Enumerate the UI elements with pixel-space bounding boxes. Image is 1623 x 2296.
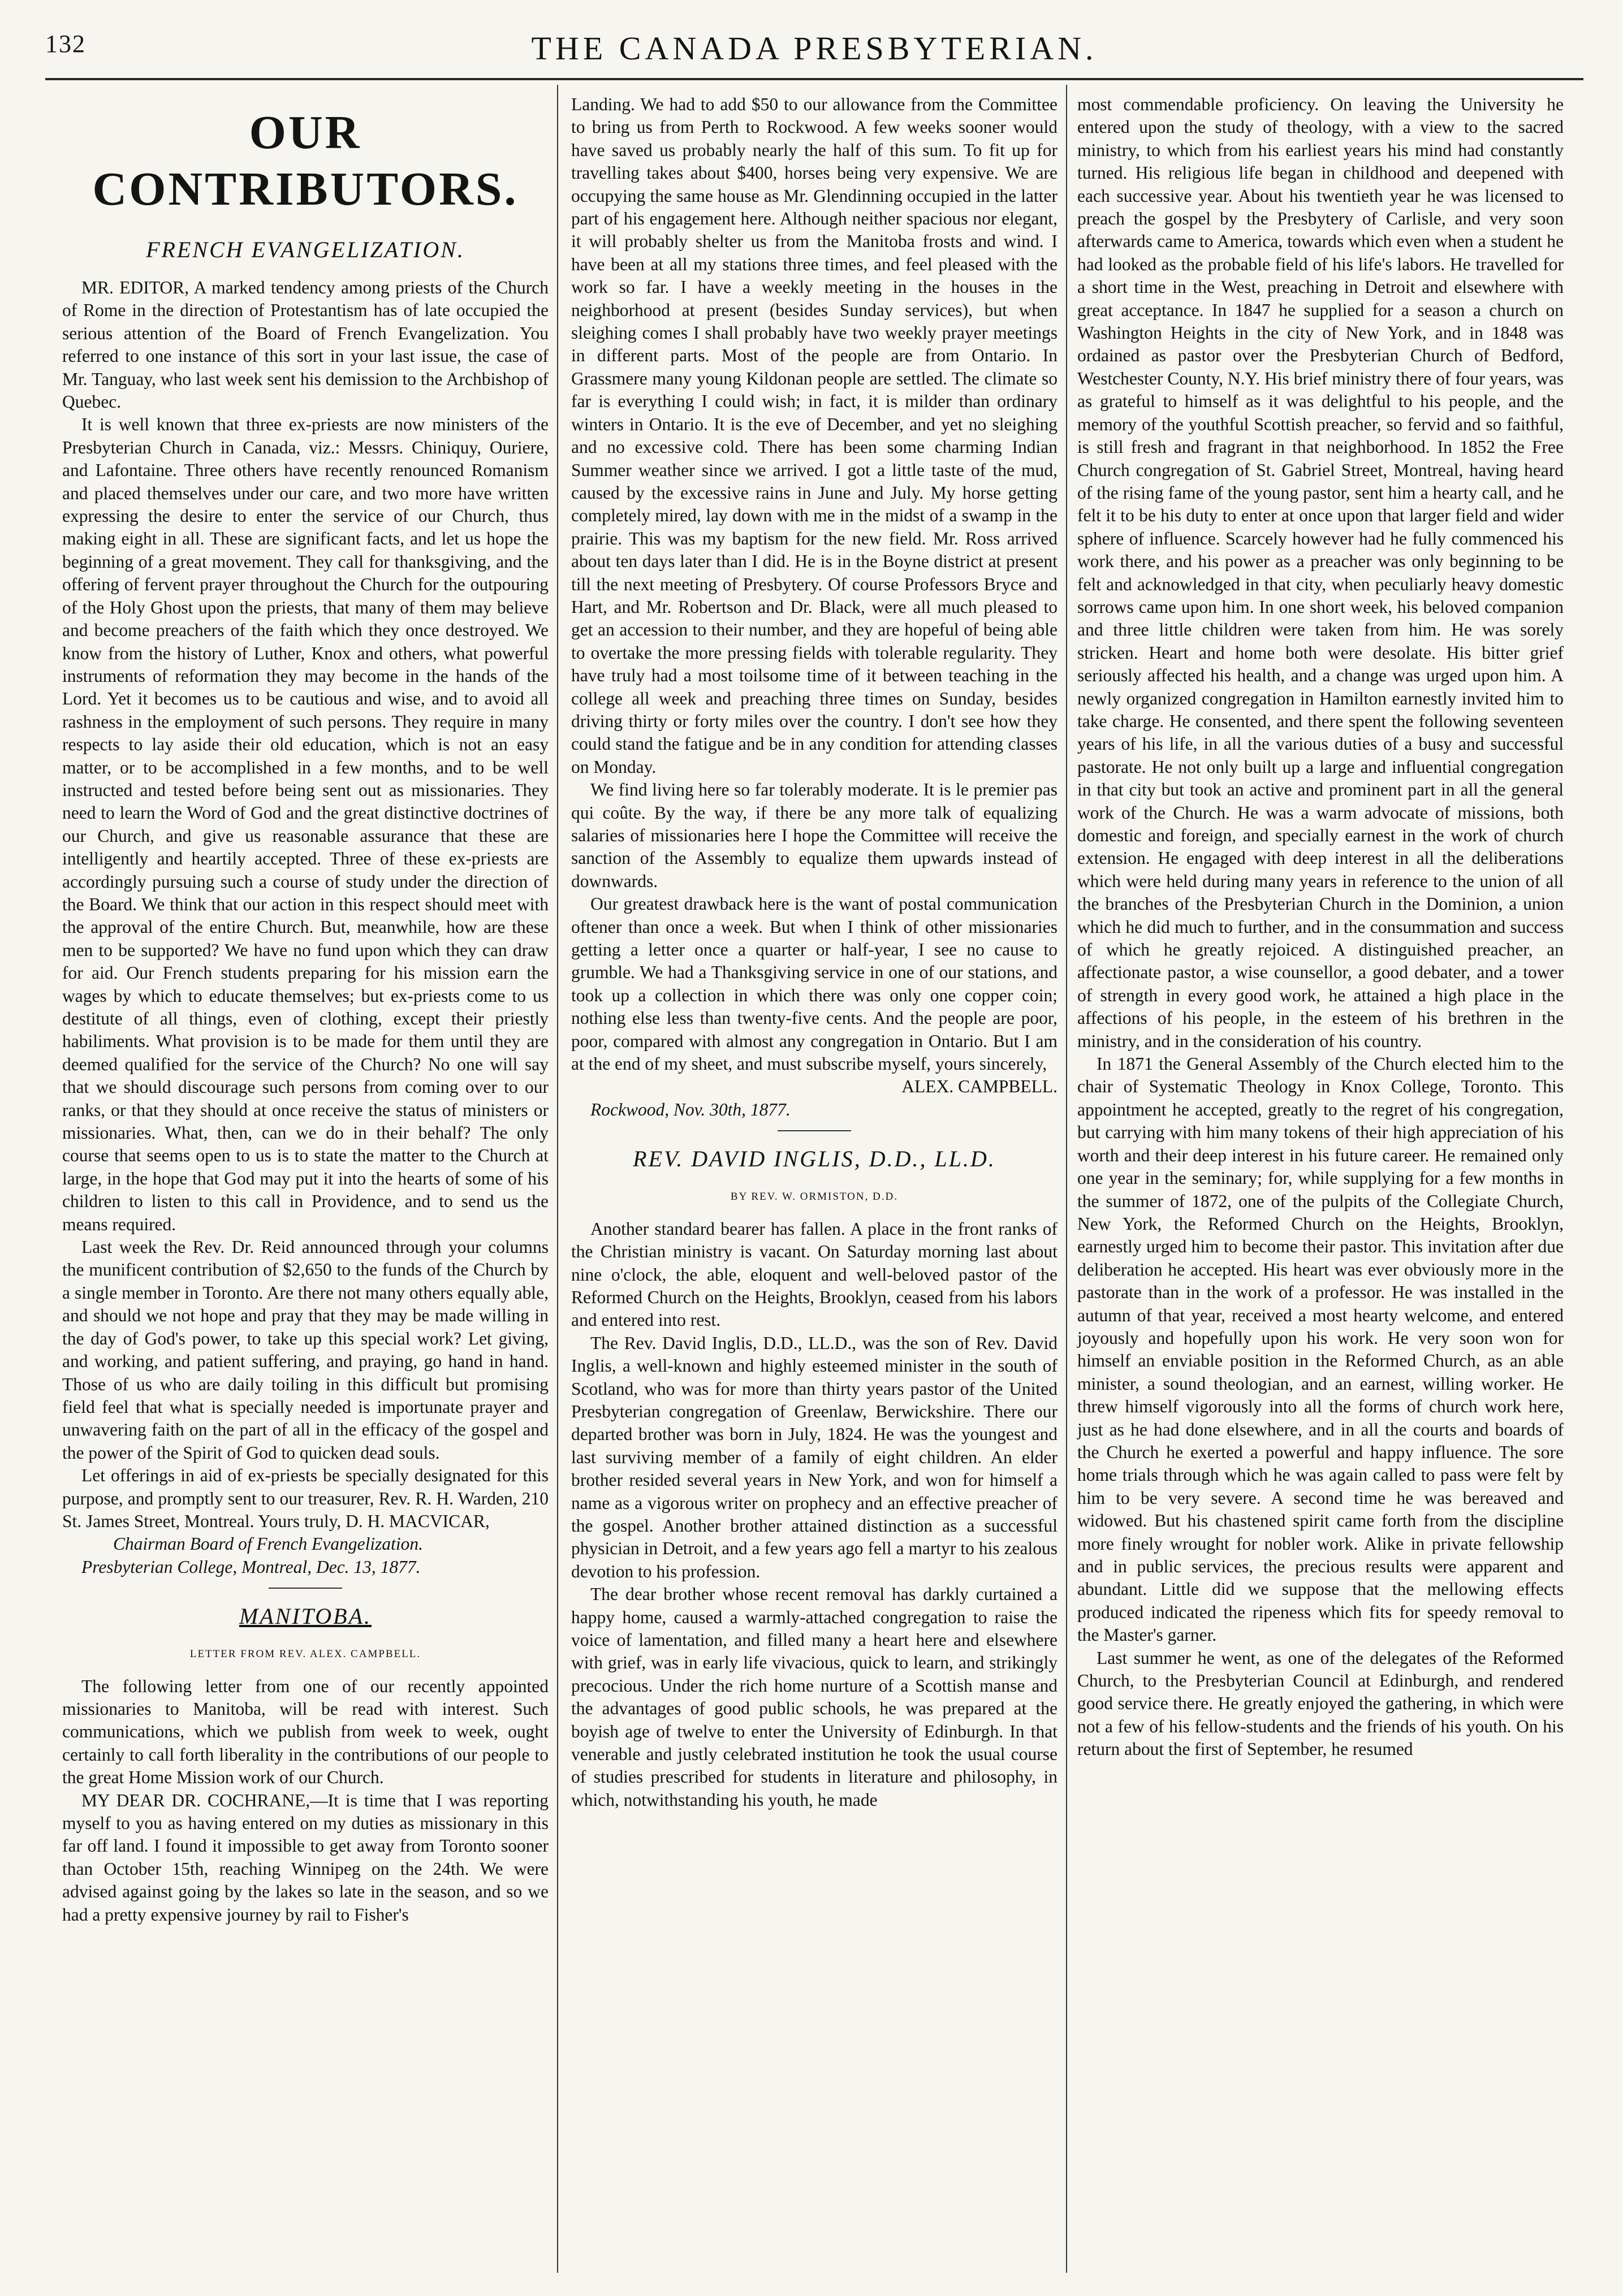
paragraph: Another standard bearer has fallen. A place in the front ranks of the Christian ministry is vacant. On Saturday morning last about nine o'clock, the able, eloquent and well-beloved pastor of the Reformed Church on the Heights, Brooklyn, ceased from his labors and entered into rest. <box>571 1218 1057 1330</box>
paragraph: most commendable proficiency. On leaving the University he entered upon the study of theology, with a view to the sacred ministry, to which from his earliest years his mind had constantly turned. His religious life began in childhood and deepened with each successive year. About his twentieth year he was licensed to preach the gospel by the Presbytery of Carlisle, and very soon afterwards came to America, towards which even when a student he had looked as the probable field of his life's labors. He travelled for a short time in the West, preaching in Detroit and elsewhere with great acceptance. In 1847 he supplied for a season a church on Washington Heights in the city of New York, and in 1848 was ordained as pastor over the Presbyterian Church of Bedford, Westchester County, N.Y. His brief ministry there of four years, was as grateful to himself as it was delightful to his people, and the memory of the youthful Scottish preacher, so fervid and so faithful, is still fresh and fragrant in that neighborhood. In 1852 the Free Church congregation of St. Gabriel Street, Montreal, having heard of the rising fame of the young pastor, sent him a hearty call, and he felt it to be his duty to enter at once upon that larger field and wider sphere of influence. Scarcely however had he fully commenced his work there, and his power as a preacher was only beginning to be felt and acknowledged in that city, when peculiarly heavy domestic sorrows came upon him. In one short week, his beloved companion and three little children were taken from him. He was sorely stricken. Heart and home both were desolate. His bitter grief seriously affected his health, and a change was urged upon him. A newly organized congregation in Hamilton earnestly invited him to take charge. He consented, and there spent the following seventeen years of his life, in all the various duties of a busy and successful pastorate. He not only built up a large and influential congregation in that city but took an active and prominent part in all the general work of the Church. He was a warm advocate of missions, both domestic and foreign, and specially earnest in the work of church extension. He engaged with deep interest in all the deliberations which were held during many years in reference to the union of all the branches of the Presbyterian Church in the Dominion, a union which he did much to further, and in the consummation and success of which he greatly rejoiced. A distinguished preacher, an affectionate pastor, a wise counsellor, a good debater, and a tower of strength in every good work, he attained a high place in the affections of his people, in the esteem of his brethren in the ministry, and in the consideration of his country. <box>1077 94 1564 1051</box>
signature-place-date: Presbyterian College, Montreal, Dec. 13, 1877. <box>81 1556 421 1577</box>
paragraph: The following letter from one of our recently appointed missionaries to Manitoba, will be read with interest. Such communications, which we publish from week to week, ought certainly to call forth liberality in the contributions of our people to the great Home Mission work of our Church. <box>62 1676 549 1788</box>
column-1 <box>62 93 549 1926</box>
paragraph: The Rev. David Inglis, D.D., LL.D., was the son of Rev. David Inglis, a well-known and highly esteemed minister in the south of Scotland, who was for more than thirty years pastor of the United Presbyterian congregation of Greenlaw, Berwickshire. There our departed brother was born in July, 1824. He was the youngest and last surviving member of a family of eight children. An elder brother resided several years in New York, and won for himself a name as a vigorous writer on prophecy and an effective preacher of the gospel. Another brother attained distinction as a successful physician in Detroit, and a few years ago fell a martyr to his zealous devotion to his profession. <box>571 1333 1057 1581</box>
signature: ALEX. CAMPBELL. <box>901 1076 1057 1097</box>
paragraph: MY DEAR DR. COCHRANE,—It is time that I was reporting myself to you as having entered on my duties as missionary in this far off land. I found it impossible to get away from Toronto sooner than October 15th, reaching Winnipeg on the 24th. We were advised against going by the lakes so late in the season, and so we had a pretty expensive journey by rail to Fisher's <box>62 1790 549 1925</box>
article-title-french-evangelization: FRENCH EVANGELIZATION. <box>146 237 465 262</box>
signature-title: Chairman Board of French Evangelization. <box>113 1534 423 1554</box>
byline: BY REV. W. ORMISTON, D.D. <box>730 1191 899 1203</box>
article-title-david-inglis: REV. DAVID INGLIS, D.D., LL.D. <box>633 1146 996 1172</box>
byline: LETTER FROM REV. ALEX. CAMPBELL. <box>189 1648 421 1661</box>
column-rule-1 <box>557 85 558 2273</box>
paragraph: Last summer he went, as one of the delegates of the Reformed Church, to the Presbyterian Council at Edinburgh, and rendered good service there. He greatly enjoyed the gathering, in which were not a few of his fellow-students and the friends of his youth. On his return about the first of September, he resumed <box>1077 1648 1564 1759</box>
page-number: 132 <box>45 30 86 58</box>
paragraph: The dear brother whose recent removal has darkly curtained a happy home, caused a warmly-attached congregation to raise the voice of lamentation, and filled many a heart here and elsewhere with grief, was in early life vivacious, quick to learn, and strikingly precocious. Under the rich home nurture of a Scottish manse and the advantages of good public schools, he was prepared at the boyish age of twelve to enter the University of Edinburgh. In that venerable and justly celebrated institution he took the usual course of studies prescribed for students in literature and philosophy, in which, notwithstanding his youth, he made <box>571 1584 1057 1810</box>
paragraph: Let offerings in aid of ex-priests be specially designated for this purpose, and promptly sent to our treasurer, Rev. R. H. Warden, 210 St. James Street, Montreal. Yours truly, D. H. MACVICAR, <box>62 1465 549 1531</box>
column-rule-2 <box>1066 85 1067 2273</box>
article-title-manitoba: MANITOBA. <box>239 1603 372 1629</box>
dateline: Rockwood, Nov. 30th, 1877. <box>590 1099 791 1119</box>
column-2 <box>571 93 1057 1811</box>
paragraph: Landing. We had to add $50 to our allowance from the Committee to bring us from Perth to Rockwood. A few weeks sooner would have saved us probably nearly the half of this sum. To fit up for travelling takes about $400, horses being very expensive. We are occupying the same house as Mr. Glendinning occupied in the latter part of his engagement here. Although neither spacious nor elegant, it will probably shelter us from the Manitoba frosts and wind. I have been at all my stations three times, and feel pleased with the work so far. I have a weekly meeting in the houses in the neighborhood at present (besides Sunday services), but when sleighing comes I shall probably have two weekly prayer meetings in different parts. Most of the people are from Ontario. In Grassmere many young Kildonan people are settled. The climate so far is everything I could wish; in fact, it is milder than ordinary winters in Ontario. It is the eve of December, and yet no sleighing and no excessive cold. There has been some charming Indian Summer weather since we arrived. I got a little taste of the mud, caused by the excessive rains in June and July. My horse getting completely mired, lay down with me in the midst of a swamp in the prairie. This was my baptism for the new field. Mr. Ross arrived about ten days later than I did. He is in the Boyne district at present till the next meeting of Presbytery. Of course Professors Bryce and Hart, and Mr. Robertson and Dr. Black, were all much pleased to get an accession to their number, and they are hopeful of being able to overtake the more pressing fields with tolerable regularity. They have truly had a most toilsome time of it between teaching in the college all week and preaching three times on Sunday, besides driving thirty or forty miles over the country. I don't see how they could stand the fatigue and be in any condition for attending classes on Monday. <box>571 94 1057 777</box>
divider <box>269 1588 342 1589</box>
paragraph: Our greatest drawback here is the want of postal communication oftener than once a week. But when I think of other missionaries getting a letter once a quarter or half-year, I see no cause to grumble. We had a Thanksgiving service in one of our stations, and took up a collection in which there was only one copper coin; nothing else less than twenty-five cents. And the people are poor, poor, compared with almost any congregation in Ontario. But I am at the end of my sheet, and must subscribe myself, yours sincerely, <box>571 894 1057 1074</box>
divider <box>778 1130 851 1131</box>
paragraph: MR. EDITOR, A marked tendency among priests of the Church of Rome in the direction of Protestantism has of late occupied the serious attention of the Board of French Evangelization. You referred to one instance of this sort in your last issue, the case of Mr. Tanguay, who last week sent his demission to the Archbishop of Quebec. <box>62 278 549 412</box>
running-title: THE CANADA PRESBYTERIAN. <box>531 30 1098 67</box>
page-header <box>45 29 1583 69</box>
paragraph: Last week the Rev. Dr. Reid announced through your columns the munificent contribution of $2,650 to the funds of the Church by a single member in Toronto. Are there not many others equally able, and should we not hope and pray that they may be made willing in the day of God's power, to take up this special work? Let giving, and working, and patient suffering, and praying, go hand in hand. Those of us who are daily toiling in this difficult but promising field feel that what is specially needed is importunate prayer and unwavering faith on the part of all in the efficacy of the gospel and the power of the Spirit of God to quicken dead souls. <box>62 1237 549 1463</box>
header-rule <box>45 78 1583 80</box>
paragraph: We find living here so far tolerably moderate. It is le premier pas qui coûte. By the way, if there be any more talk of equalizing salaries of missionaries here I hope the Committee will receive the sanction of the Assembly to equalize them upwards instead of downwards. <box>571 780 1057 891</box>
column-3 <box>1077 93 1564 1761</box>
section-title: OUR CONTRIBUTORS. <box>92 106 519 215</box>
paragraph: In 1871 the General Assembly of the Church elected him to the chair of Systematic Theology in Knox College, Toronto. This appointment he accepted, greatly to the regret of his congregation, but carrying with him many tokens of their high appreciation of his worth and their deep interest in his future career. He remained only one year in the seminary; for, while supplying for a few months in the summer of 1872, one of the pulpits of the Collegiate Church, New York, the Reformed Church on the Heights, Brooklyn, earnestly urged him to become their pastor. This invitation after due deliberation he accepted. His heart was ever obviously more in the pastorate than in the work of a professor. He was installed in the autumn of that year, received a most hearty welcome, and entered joyously and hopefully upon his work. He very soon won for himself an enviable position in the Reformed Church, as an able minister, a sound theologian, and an earnest, willing worker. He threw himself vigorously into all the forms of church work here, just as he had done elsewhere, and in all the courts and boards of the Church he exerted a powerful and happy influence. The sore home trials through which he was again called to pass were felt by him to be very severe. A second time he was bereaved and widowed. But his chastened spirit came forth from the discipline more finely wrought for nobler work. Alike in private fellowship and in public services, the precious results were apparent and abundant. Little did we suppose that the mellowing effects produced indicated the ripeness which fits for speedy removal to the Master's garner. <box>1077 1054 1564 1645</box>
paragraph: It is well known that three ex-priests are now ministers of the Presbyterian Church in Canada, viz.: Messrs. Chiniquy, Ouriere, and Lafontaine. Three others have recently renounced Romanism and placed themselves under our care, and two more have written expressing the desire to enter the service of our Church, thus making eight in all. These are significant facts, and let us hope the beginning of a great movement. They call for thanksgiving, and the offering of fervent prayer throughout the Church for the outpouring of the Holy Ghost upon the priests, that many of them may believe and become preachers of the faith which they once destroyed. We know from the history of Luther, Knox and others, what powerful instruments of reformation they may become in the hands of the Lord. Yet it becomes us to be cautious and wise, and to avoid all rashness in the employment of such persons. They require in many respects to lay aside their old education, which is not an easy matter, or to be accomplished in a few months, and to be well instructed and tested before being sent out as missionaries. They need to learn the Word of God and the great distinctive doctrines of our Church, and give us reasonable assurance that these are intelligently and heartily accepted. Three of these ex-priests are accordingly pursuing such a course of study under the direction of the Board. We think that our action in this respect should meet with the approval of the entire Church. But, meanwhile, how are these men to be supported? We have no fund upon which they can draw for aid. Our French students preparing for his mission earn the wages by which to educate themselves; but ex-priests come to us destitute of all things, even of clothing, except their priestly habiliments. What provision is to be made for them until they are deemed qualified for the service of the Church? No one will say that we should discourage such persons from coming over to our ranks, or that they should at once receive the status of ministers or missionaries. What, then, can we do in their behalf? The only course that seems open to us is to state the matter to the Church at large, in the hope that God may put it into the hearts of some of his children to listen to this call in Providence, and to send us the means required. <box>62 414 549 1234</box>
